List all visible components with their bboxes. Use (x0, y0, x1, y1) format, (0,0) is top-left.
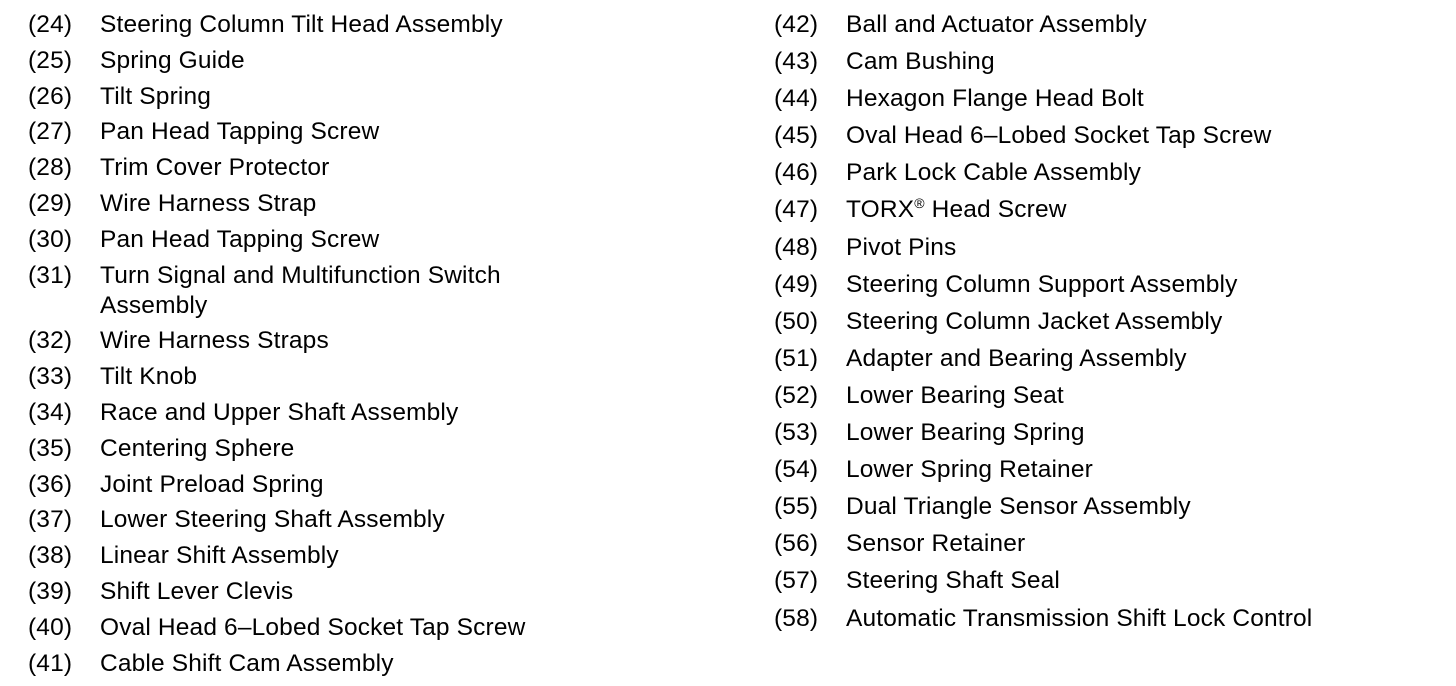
item-number: (27) (28, 118, 73, 146)
item-number: (58) (774, 604, 819, 632)
list-item (28, 225, 728, 255)
item-number: (33) (28, 363, 73, 391)
list-item (28, 46, 728, 76)
list-item (28, 82, 728, 112)
list-item (28, 613, 728, 643)
list-item (774, 344, 1434, 374)
item-label: Turn Signal and Multifunction Switch Assembly (100, 261, 501, 319)
item-label: Cable Shift Cam Assembly (100, 649, 394, 677)
item-label: Steering Column Jacket Assembly (846, 307, 1223, 335)
list-item (774, 492, 1434, 522)
item-label: Automatic Transmission Shift Lock Control (846, 604, 1313, 632)
list-item (28, 362, 728, 392)
item-label-text: TORX (846, 196, 915, 224)
item-label: Linear Shift Assembly (100, 542, 339, 570)
item-label: Oval Head 6–Lobed Socket Tap Screw (846, 122, 1272, 150)
list-item (28, 505, 728, 535)
list-item (774, 566, 1434, 596)
list-item (774, 121, 1434, 151)
item-label: Lower Spring Retainer (846, 456, 1093, 484)
item-label: Pan Head Tapping Screw (100, 225, 380, 253)
item-label: Ball and Actuator Assembly (846, 11, 1147, 38)
item-number: (42) (774, 11, 819, 38)
list-item (774, 84, 1434, 114)
item-number: (52) (774, 381, 819, 409)
list-item (28, 649, 728, 679)
item-label: Cam Bushing (846, 48, 995, 76)
item-label: Steering Column Tilt Head Assembly (100, 11, 503, 38)
item-number: (39) (28, 577, 73, 605)
item-label: Wire Harness Straps (100, 327, 329, 355)
item-label: Dual Triangle Sensor Assembly (846, 493, 1191, 521)
list-item (28, 577, 728, 607)
registered-mark: ® (914, 195, 925, 212)
item-number: (26) (28, 82, 73, 110)
item-label: Shift Lever Clevis (100, 577, 294, 605)
list-item (774, 381, 1434, 411)
item-number: (51) (774, 344, 819, 372)
item-number: (25) (28, 46, 73, 74)
item-label: Tilt Spring (100, 82, 212, 110)
item-number: (47) (774, 196, 819, 224)
item-label: Tilt Knob (100, 363, 198, 391)
item-number: (36) (28, 470, 73, 498)
list-item (774, 270, 1434, 300)
item-number: (44) (774, 85, 819, 113)
parts-list-right (774, 10, 1434, 641)
item-label: Lower Bearing Seat (846, 381, 1064, 409)
item-label (846, 195, 1434, 225)
item-number: (30) (28, 225, 73, 253)
item-number: (43) (774, 48, 819, 76)
item-number: (46) (774, 159, 819, 187)
list-item (774, 10, 1434, 40)
list-item (28, 153, 728, 183)
item-number: (28) (28, 154, 73, 182)
item-label: Lower Bearing Spring (846, 419, 1085, 447)
item-label: Adapter and Bearing Assembly (846, 344, 1187, 372)
item-number: (37) (28, 506, 73, 534)
item-number: (55) (774, 493, 819, 521)
item-label: Steering Shaft Seal (846, 567, 1060, 595)
list-item (774, 195, 1434, 225)
list-item (774, 47, 1434, 77)
item-label: Pivot Pins (846, 233, 957, 261)
item-number: (40) (28, 613, 73, 641)
item-label: Steering Column Support Assembly (846, 270, 1238, 298)
item-number: (41) (28, 649, 73, 677)
parts-list-left (28, 10, 728, 684)
list-item (28, 398, 728, 428)
item-number: (32) (28, 327, 73, 355)
list-item (28, 117, 728, 147)
item-number: (35) (28, 434, 73, 462)
item-label: Race and Upper Shaft Assembly (100, 398, 459, 426)
list-item (28, 189, 728, 219)
item-number: (57) (774, 567, 819, 595)
list-item (774, 158, 1434, 188)
item-label: Oval Head 6–Lobed Socket Tap Screw (100, 613, 526, 641)
item-label: Joint Preload Spring (100, 470, 324, 498)
list-item (28, 541, 728, 571)
item-number: (29) (28, 189, 73, 217)
item-number: (31) (28, 261, 73, 289)
list-item (774, 455, 1434, 485)
list-item (774, 233, 1434, 263)
item-label: Trim Cover Protector (100, 154, 330, 182)
item-number: (34) (28, 398, 73, 426)
list-item (774, 418, 1434, 448)
list-item (774, 604, 1434, 634)
list-item (28, 261, 728, 321)
list-item (28, 326, 728, 356)
item-number: (45) (774, 122, 819, 150)
item-label: Pan Head Tapping Screw (100, 118, 380, 146)
list-item (774, 529, 1434, 559)
item-number: (49) (774, 270, 819, 298)
item-number: (50) (774, 307, 819, 335)
item-number: (38) (28, 542, 73, 570)
item-label: Hexagon Flange Head Bolt (846, 85, 1144, 113)
item-number: (56) (774, 530, 819, 558)
item-number: (54) (774, 456, 819, 484)
item-number: (48) (774, 233, 819, 261)
item-number: (53) (774, 419, 819, 447)
item-label: Sensor Retainer (846, 530, 1026, 558)
list-item (28, 434, 728, 464)
list-item (28, 10, 728, 40)
item-label: Centering Sphere (100, 434, 295, 462)
item-label: Lower Steering Shaft Assembly (100, 506, 445, 534)
item-label: Spring Guide (100, 46, 245, 74)
item-label: Wire Harness Strap (100, 189, 317, 217)
list-item (28, 470, 728, 500)
item-label: Park Lock Cable Assembly (846, 159, 1142, 187)
item-label-text-after: Head Screw (924, 196, 1067, 224)
item-number: (24) (28, 11, 73, 38)
list-item (774, 307, 1434, 337)
